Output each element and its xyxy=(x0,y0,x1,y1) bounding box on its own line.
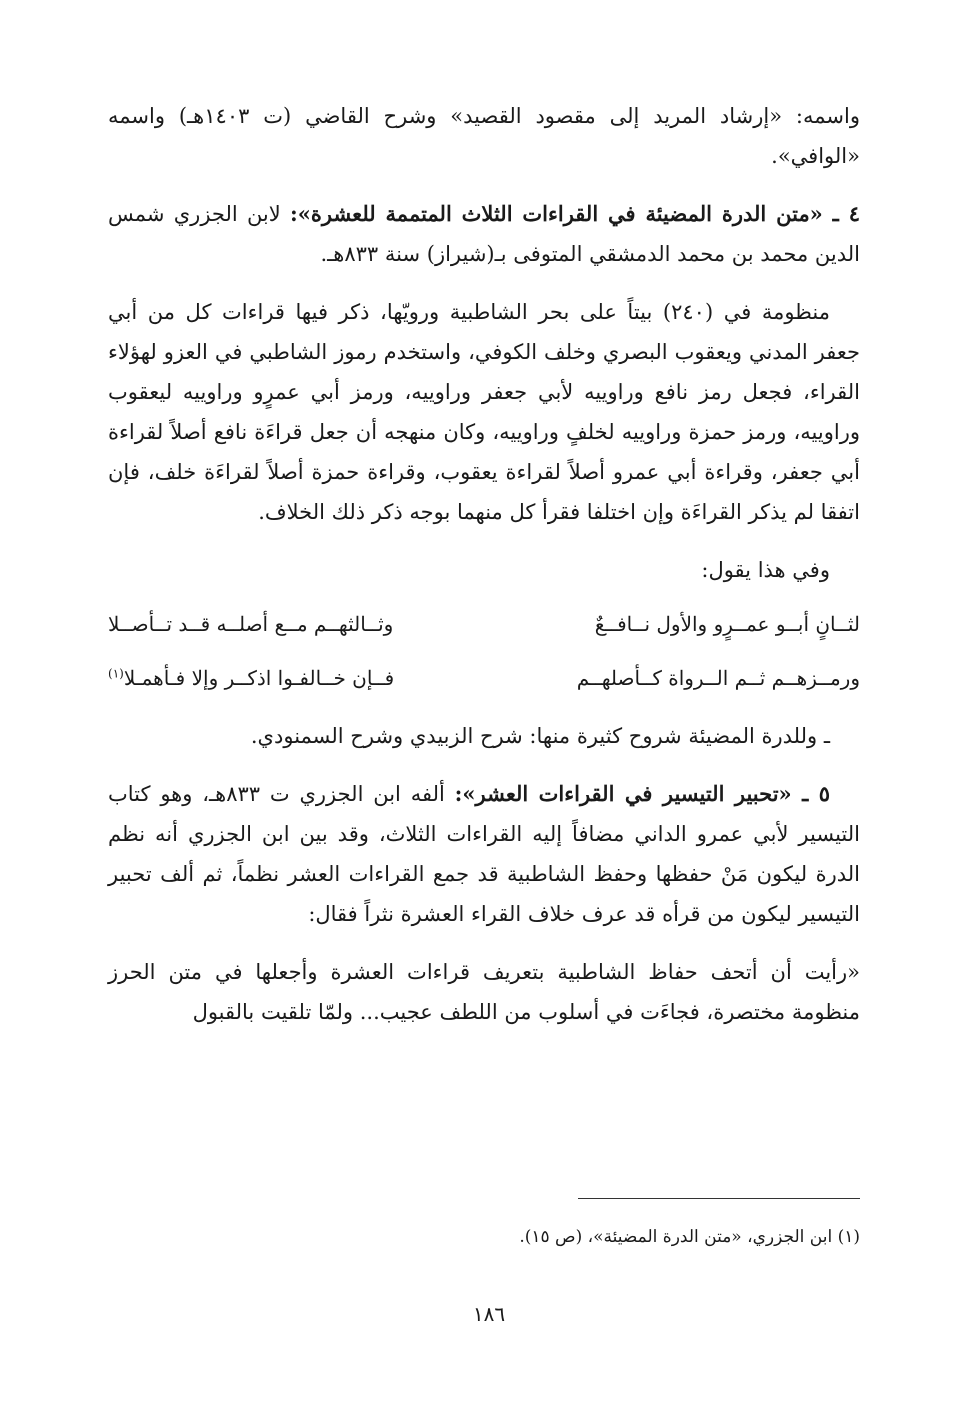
verse-line-2 xyxy=(108,658,860,698)
verse-1-second-hemistich: وثــالثهــم مــع أصلــه قــد تــأصــلا xyxy=(108,612,394,636)
verse-2-first-hemistich: ورمــزهــم ثــم الــرواة كــأصلهــم xyxy=(576,666,860,690)
item-5-body: ألفه ابن الجزري ت ٨٣٣هـ، وهو كتاب التيسير لأبي عمرو الداني مضافاً إليه القراءات الثلاث، وقد بين ابن الجزري أنه نظم الدرة ليكون مَنْ حفظها وحفظ الشاطبية قد جمع القراءات العشر نظماً، ثم ألف تحبير التيسير ليكون من قرأه قد عرف خلاف القراء العشرة نثراً فقال: xyxy=(108,782,860,926)
page-number: ١٨٦ xyxy=(472,1302,506,1326)
paragraph-commentaries: ـ وللدرة المضيئة شروح كثيرة منها: شرح الزبيدي وشرح السمنودي. xyxy=(250,724,830,748)
verse-1-first-hemistich: لثــانٍ أبــو عمــرٍو والأول نــافــعٌ xyxy=(594,612,860,636)
verse-line-1 xyxy=(108,604,860,644)
page-body xyxy=(108,96,860,1032)
verse-2-second-hemistich-wrap xyxy=(108,658,454,698)
paragraph-quote: «رأيت أن أتحف حفاظ الشاطبية بتعريف قراءات العشرة وأجعلها في متن الحرز منظومة مختصرة، فجاءَت في أسلوب من اللطف عجيب... ولمّا تلقيت بالقبول xyxy=(108,960,860,1024)
paragraph-item-5 xyxy=(108,774,860,934)
footnote-separator xyxy=(578,1198,860,1199)
footnote-marker: (١) xyxy=(108,666,124,681)
item-5-title: ٥ ـ «تحبير التيسير في القراءات العشر»: xyxy=(454,781,830,806)
paragraph-intro-verse: وفي هذا يقول: xyxy=(701,558,830,582)
paragraph-description: منظومة في (٢٤٠) بيتاً على بحر الشاطبية ورويّها، ذكر فيها قراءات كل من أبي جعفر المدني ويعقوب البصري وخلف الكوفي، واستخدم رموز الشاطبي في العزو لهؤلاء القراء، فجعل رمز نافع وراوييه لأبي جعفر وراوييه، ورمز أبي عمرٍو وراوييه ليعقوب وراوييه، ورمز حمزة وراوييه لخلفٍ وراوييه، وكان منهجه أن جعل قراءَة نافع أصلاً لقراءة أبي جعفر، وقراءة أبي عمرو أصلاً لقراءة يعقوب، وقراءة حمزة أصلاً لقراءَة خلف، فإن اتفقا لم يذكر القراءَة وإن اختلفا فقرأ كل منهما بوجه ذكر ذلك الخلاف. xyxy=(108,300,860,524)
item-4-title: ٤ ـ «متن الدرة المضيئة في القراءات الثلاث المتممة للعشرة»: xyxy=(289,201,860,226)
paragraph-1: واسمه: «إرشاد المريد إلى مقصود القصيد» وشرح القاضي (ت ١٤٠٣هـ) واسمه «الوافي». xyxy=(108,104,860,168)
footnote: (١) ابن الجزري، «متن الدرة المضيئة»، (ص ١٥). xyxy=(519,1227,860,1247)
paragraph-item-4 xyxy=(108,194,860,274)
verse-2-second-hemistich: فــإن خــالفـوا اذكــر وإلا فـأهمـلا xyxy=(123,666,395,690)
item-4-body: لابن الجزري شمس الدين محمد بن محمد الدمشقي المتوفى بـ(شيراز) سنة ٨٣٣هـ. xyxy=(108,202,860,266)
